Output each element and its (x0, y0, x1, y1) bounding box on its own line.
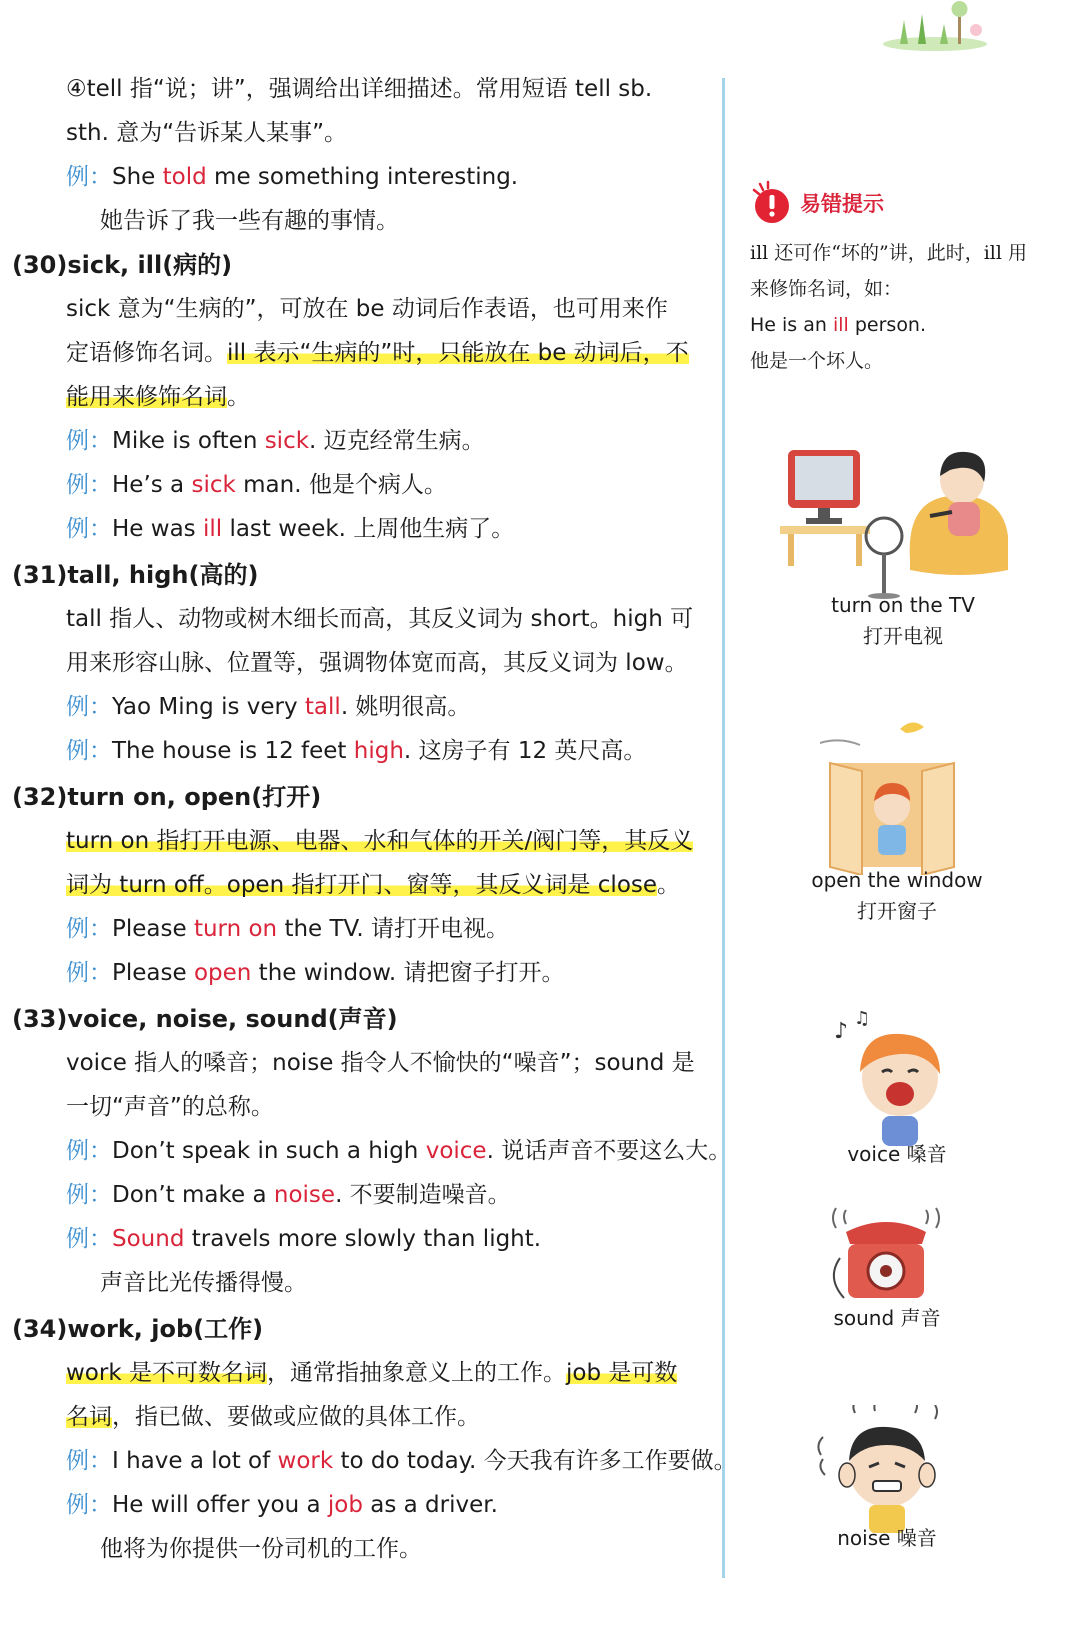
highlighted-text: ill 表示“生病的”时，只能放在 be 动词后，不 (227, 340, 689, 366)
section-heading-33: (33)voice, noise, sound(声音) (12, 1005, 398, 1033)
example-text: . 说话声音不要这么大。 (486, 1138, 732, 1164)
window-illustration (820, 715, 970, 875)
keyword: sick (264, 428, 310, 454)
sound-caption: sound 声音 (833, 1306, 941, 1330)
example-label: 例： (66, 472, 112, 498)
tip-line-1: ill 还可作“坏的”讲，此时，ill 用 (750, 242, 1027, 264)
example-label: 例： (66, 516, 112, 542)
turn-on-description-line-2 (66, 868, 680, 902)
svg-text:♫: ♫ (854, 1008, 871, 1029)
work-description-line-2 (66, 1400, 480, 1434)
noise-caption: noise 噪音 (837, 1526, 937, 1550)
plain-text: ，通常指抽象意义上的工作。 (266, 1360, 566, 1386)
sick-example-2 (66, 468, 447, 502)
keyword: sick (191, 472, 236, 498)
sound-example (66, 1222, 541, 1256)
voice-example (66, 1134, 731, 1168)
example-text: travels more slowly than light. (184, 1226, 542, 1252)
sound-example-translation: 声音比光传播得慢。 (100, 1270, 307, 1296)
open-example (66, 956, 565, 990)
example-label: 例： (66, 1492, 112, 1518)
tip-title: 易错提示 (800, 192, 884, 216)
singing-girl-illustration (830, 1008, 960, 1148)
example-label: 例： (66, 960, 112, 986)
plain-text: 。 (657, 872, 681, 898)
svg-text:♪: ♪ (834, 1019, 849, 1044)
keyword: work (277, 1448, 334, 1474)
tv-caption-cn: 打开电视 (863, 624, 943, 648)
keyword: high (353, 738, 404, 764)
example-label: 例： (66, 1138, 112, 1164)
example-text: He is an (750, 314, 833, 336)
warning-icon (748, 180, 794, 226)
keyword: voice (425, 1138, 487, 1164)
example-label: 例： (66, 694, 112, 720)
section-heading-34: (34)work, job(工作) (12, 1315, 264, 1343)
high-example (66, 734, 646, 768)
tip-line-2: 来修饰名词，如： (750, 278, 903, 300)
keyword: told (162, 164, 207, 190)
example-label: 例： (66, 428, 112, 454)
example-text: He will offer you a (112, 1492, 328, 1518)
example-text: person. (848, 314, 927, 336)
example-label: 例： (66, 1226, 112, 1252)
example-text: . 姚明很高。 (340, 694, 471, 720)
example-text: . 这房子有 12 英尺高。 (403, 738, 647, 764)
example-text: the TV. 请打开电视。 (277, 916, 509, 942)
tell-description-line-1: ④tell 指“说；讲”，强调给出详细描述。常用短语 tell sb. (66, 76, 653, 102)
work-example (66, 1444, 737, 1478)
section-heading-32: (32)turn on, open(打开) (12, 783, 322, 811)
plain-text: 。 (227, 384, 250, 410)
job-example (66, 1488, 498, 1522)
grass-deco-icon (880, 0, 990, 52)
example-text: . 不要制造噪音。 (335, 1182, 511, 1208)
ill-example (66, 512, 514, 546)
tall-example (66, 690, 470, 724)
tv-caption-en: turn on the TV (831, 593, 975, 617)
keyword: ill (202, 516, 223, 542)
example-text: as a driver. (362, 1492, 498, 1518)
section-heading-31: (31)tall, high(高的) (12, 561, 259, 589)
highlighted-text: 能用来修饰名词 (66, 384, 227, 410)
turn-on-description-line-1 (66, 824, 693, 858)
tell-example-translation: 她告诉了我一些有趣的事情。 (100, 208, 399, 234)
keyword: noise (273, 1182, 336, 1208)
example-text: Yao Ming is very (112, 694, 305, 720)
example-text: Mike is often (112, 428, 265, 454)
example-text: the window. 请把窗子打开。 (251, 960, 565, 986)
example-text: man. 他是个病人。 (235, 472, 447, 498)
example-text: Don’t make a (112, 1182, 274, 1208)
example-label: 例： (66, 1182, 112, 1208)
example-text: The house is 12 feet (112, 738, 354, 764)
sick-description-line-1: sick 意为“生病的”，可放在 be 动词后作表语，也可用来作 (66, 296, 668, 322)
turn-on-example (66, 912, 509, 946)
example-text: Please (112, 916, 194, 942)
sick-example-1 (66, 424, 485, 458)
tall-description-line-2: 用来形容山脉、位置等，强调物体宽而高，其反义词为 low。 (66, 650, 688, 676)
section-heading-30: (30)sick, ill(病的) (12, 251, 233, 279)
example-text: last week. 上周他生病了。 (222, 516, 515, 542)
example-label: 例： (66, 164, 112, 190)
tip-example (750, 310, 926, 340)
highlighted-text: work 是不可数名词 (66, 1360, 267, 1386)
sick-description-line-3 (66, 380, 250, 414)
window-caption-cn: 打开窗子 (857, 899, 937, 923)
keyword: open (193, 960, 252, 986)
telephone-illustration (826, 1198, 946, 1308)
work-description-line-1 (66, 1356, 677, 1390)
highlighted-text: turn on 指打开电源、电器、水和气体的开关/阀门等，其反义 (66, 828, 694, 854)
tell-example (66, 160, 518, 194)
highlighted-text: 词为 turn off。open 指打开门、窗等，其反义词是 close (66, 872, 658, 898)
highlighted-text: 名词 (66, 1404, 112, 1430)
voice-description-line-2: 一切“声音”的总称。 (66, 1094, 274, 1120)
tip-example-translation: 他是一个坏人。 (750, 350, 884, 372)
keyword: ill (832, 314, 849, 336)
example-label: 例： (66, 1448, 112, 1474)
example-text: She (112, 164, 163, 190)
keyword: tall (304, 694, 341, 720)
example-text: Please (112, 960, 194, 986)
example-text: He was (112, 516, 203, 542)
example-text: . 迈克经常生病。 (309, 428, 485, 454)
job-example-translation: 他将为你提供一份司机的工作。 (100, 1536, 422, 1562)
noise-example (66, 1178, 511, 1212)
plain-text: 定语修饰名词。 (66, 340, 227, 366)
example-label: 例： (66, 738, 112, 764)
keyword: Sound (112, 1226, 185, 1252)
example-label: 例： (66, 916, 112, 942)
example-text: He’s a (112, 472, 192, 498)
voice-caption: voice 嗓音 (847, 1142, 947, 1166)
window-caption-en: open the window (811, 868, 983, 892)
keyword: job (327, 1492, 363, 1518)
voice-description-line-1: voice 指人的嗓音；noise 指令人不愉快的“噪音”；sound 是 (66, 1050, 695, 1076)
example-text: I have a lot of (112, 1448, 278, 1474)
example-text: me something interesting. (206, 164, 519, 190)
example-text: to do today. 今天我有许多工作要做。 (333, 1448, 737, 1474)
tall-description-line-1: tall 指人、动物或树木细长而高，其反义词为 short。high 可 (66, 606, 694, 632)
highlighted-text: job 是可数 (565, 1360, 678, 1386)
plain-text: ，指已做、要做或应做的具体工作。 (112, 1404, 480, 1430)
example-text: Don’t speak in such a high (112, 1138, 426, 1164)
tv-illustration (780, 440, 1020, 600)
keyword: turn on (193, 916, 278, 942)
tell-description-line-2: sth. 意为“告诉某人某事”。 (66, 120, 348, 146)
column-divider (722, 78, 725, 1578)
sick-description-line-2 (66, 336, 689, 370)
noise-boy-illustration (815, 1405, 955, 1535)
